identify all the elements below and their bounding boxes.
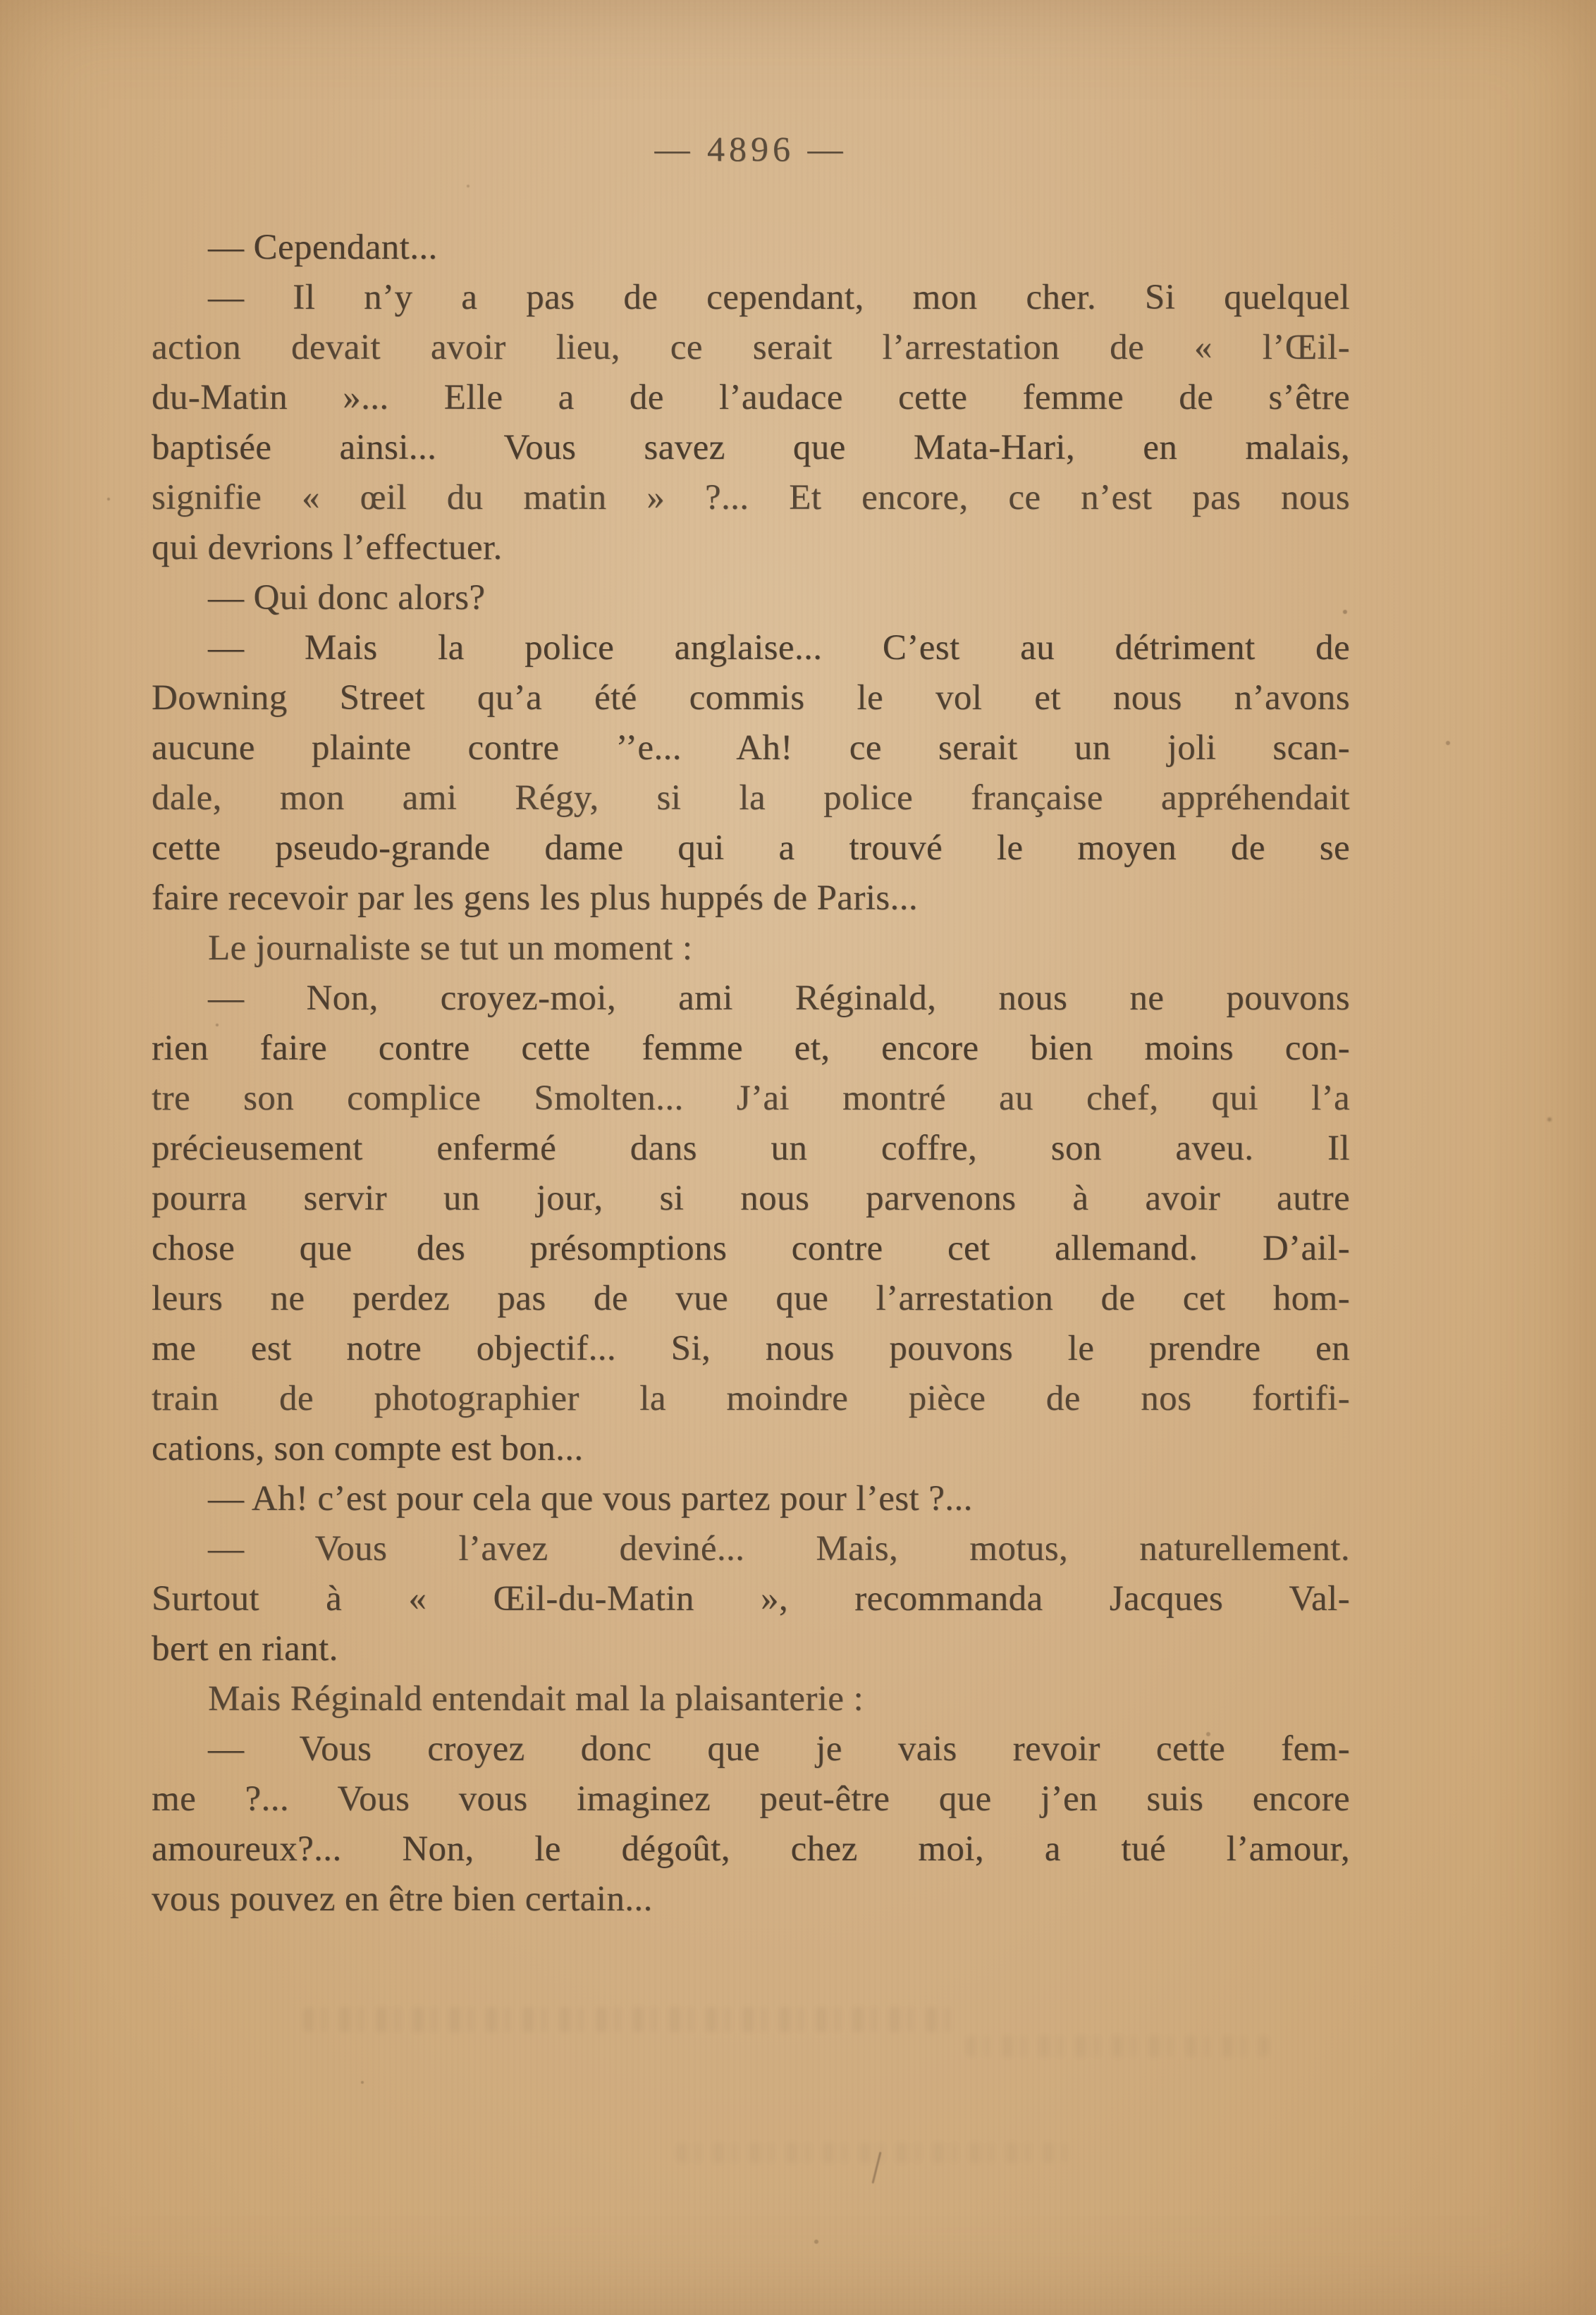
text-line: action devait avoir lieu, ce serait l’arrestation de « l’Œil- bbox=[152, 328, 1350, 367]
text-line: — Ah! c’est pour cela que vous partez pour l’est ?... bbox=[208, 1479, 973, 1518]
paper-dust-specks bbox=[0, 0, 3, 3]
text-line: me ?... Vous vous imaginez peut-être que j’en suis encore bbox=[152, 1779, 1350, 1819]
bleed-through-smudge bbox=[303, 2008, 959, 2032]
text-line: aucune plainte contre ’’e... Ah! ce serait un joli scan- bbox=[152, 728, 1350, 768]
text-line: — Cependant... bbox=[208, 228, 438, 267]
text-line: cations, son compte est bon... bbox=[152, 1429, 584, 1468]
text-line: pourra servir un jour, si nous parvenons à avoir autre bbox=[152, 1179, 1350, 1218]
text-line: — Il n’y a pas de cependant, mon cher. Si quelquel bbox=[208, 278, 1350, 317]
bleed-through-smudge bbox=[677, 2143, 1072, 2163]
text-line: vous pouvez en être bien certain... bbox=[152, 1879, 653, 1919]
text-line: train de photographier la moindre pièce de nos fortifi- bbox=[152, 1379, 1350, 1418]
text-line: qui devrions l’effectuer. bbox=[152, 528, 503, 567]
page-number-header: — 4896 — bbox=[654, 129, 847, 168]
text-line: du-Matin »... Elle a de l’audace cette femme de s’être bbox=[152, 378, 1350, 417]
text-line: dale, mon ami Régy, si la police française appréhendait bbox=[152, 778, 1350, 818]
text-line: rien faire contre cette femme et, encore bien moins con- bbox=[152, 1028, 1350, 1068]
text-line: — Vous l’avez deviné... Mais, motus, naturellement. bbox=[208, 1529, 1350, 1568]
text-line: tre son complice Smolten... J’ai montré au chef, qui l’a bbox=[152, 1079, 1350, 1118]
text-line: Surtout à « Œil-du-Matin », recommanda Jacques Val- bbox=[152, 1579, 1350, 1619]
text-line: — Non, croyez-moi, ami Réginald, nous ne pouvons bbox=[208, 978, 1350, 1018]
text-line: — Mais la police anglaise... C’est au détriment de bbox=[208, 628, 1350, 668]
text-line: chose que des présomptions contre cet allemand. D’ail- bbox=[152, 1229, 1350, 1268]
text-line: — Vous croyez donc que je vais revoir cette fem- bbox=[208, 1729, 1350, 1769]
text-line: me est notre objectif... Si, nous pouvons le prendre en bbox=[152, 1329, 1350, 1368]
text-line: baptisée ainsi... Vous savez que Mata-Hari, en malais, bbox=[152, 428, 1350, 467]
text-line: signifie « œil du matin » ?... Et encore, ce n’est pas nous bbox=[152, 478, 1350, 517]
text-line: cette pseudo-grande dame qui a trouvé le moyen de se bbox=[152, 828, 1350, 868]
text-line: bert en riant. bbox=[152, 1629, 338, 1669]
text-line: — Qui donc alors? bbox=[208, 578, 486, 618]
text-line: précieusement enfermé dans un coffre, son aveu. Il bbox=[152, 1129, 1350, 1168]
text-line: Downing Street qu’a été commis le vol et nous n’avons bbox=[152, 678, 1350, 718]
text-line: Le journaliste se tut un moment : bbox=[208, 928, 693, 968]
text-line: Mais Réginald entendait mal la plaisanterie : bbox=[208, 1679, 864, 1719]
text-line: amoureux?... Non, le dégoût, chez moi, a tué l’amour, bbox=[152, 1829, 1350, 1869]
bleed-through-smudge bbox=[966, 2036, 1269, 2057]
text-line: leurs ne perdez pas de vue que l’arrestation de cet hom- bbox=[152, 1279, 1350, 1318]
text-line: faire recevoir par les gens les plus huppés de Paris... bbox=[152, 878, 918, 918]
text-block bbox=[152, 223, 1350, 1924]
